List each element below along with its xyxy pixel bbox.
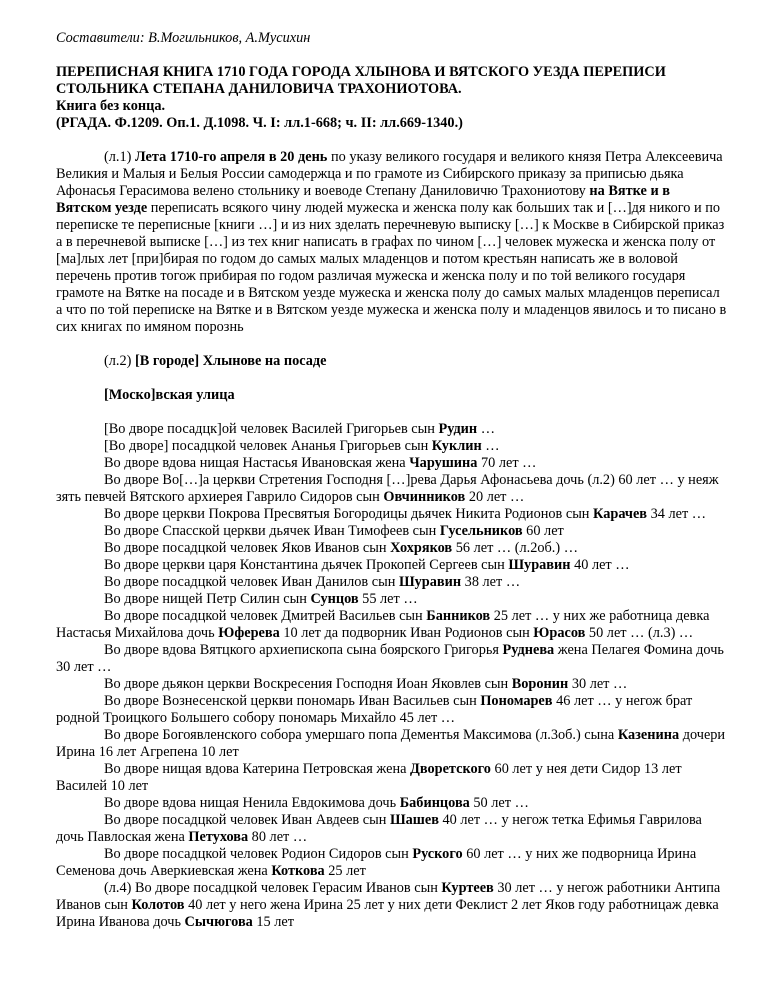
town-name: [В городе] Хлынове на посаде <box>134 353 327 369</box>
surname: Карачев <box>593 506 648 522</box>
household-entry <box>56 812 728 846</box>
surname: Шуравин <box>398 574 462 590</box>
entry-text: Во дворе Богоявленского собора умершаго попа Дементья Максимова (л.3об.) сына <box>104 727 618 743</box>
household-entry <box>56 591 728 608</box>
entry-text: 15 лет <box>252 914 295 930</box>
entry-text: Во дворе вдова нищая Настасья Ивановская жена <box>104 455 410 471</box>
surname: Рудин <box>438 421 478 437</box>
title-line-3: Книга без конца. <box>56 98 166 114</box>
entry-text: 70 лет … <box>477 455 537 471</box>
entry-text: дочери Ирина 16 лет Агрепена 10 лет <box>56 727 726 760</box>
surname: Овчинников <box>383 489 466 505</box>
archive-reference: (РГАДА. Ф.1209. Оп.1. Д.1098. Ч. I: лл.1-668; ч. II: лл.669-1340.) <box>56 115 463 131</box>
household-entry <box>56 472 728 506</box>
surname: Руднева <box>502 642 555 658</box>
entry-text: Во дворе посадцкой человек Иван Данилов сын <box>104 574 399 590</box>
surname: Воронин <box>511 676 569 692</box>
entry-text: Во дворе церкви Покрова Пресвятыя Богородицы дьячек Никита Родионов сын <box>104 506 594 522</box>
entry-text: 40 лет … у негож тетка Ефимья Гаврилова дочь Павлоская жена <box>56 812 702 845</box>
entry-text: 60 лет у нея дети Сидор 13 лет Василей 10 лет <box>56 761 682 794</box>
place-phrase: на Вятке и в Вятском уезде <box>56 183 671 216</box>
household-entry <box>56 455 728 472</box>
entry-text: 34 лет … <box>647 506 707 522</box>
surname: Шашев <box>389 812 439 828</box>
surname: Бабинцова <box>399 795 470 811</box>
household-entry <box>56 540 728 557</box>
surname: Дворетского <box>410 761 491 777</box>
entry-text: 50 лет … <box>469 795 529 811</box>
surname: Руского <box>412 846 463 862</box>
intro-text-a: по указу великого государя и великого князя Петра Алексеевича Великия и Малыя и Белыя России самодержца и по грамоте из Сибирского приказу за приписью дьяка Афонасья Герасимова велено стольнику и воеводе Степану Даниловичю Трахониотову <box>56 149 723 199</box>
town-heading <box>56 353 728 370</box>
town-sheet-ref: (л.2) <box>104 353 135 369</box>
household-entry <box>56 506 728 523</box>
household-entry <box>56 846 728 880</box>
surname: Куклин <box>431 438 482 454</box>
surname: Хохряков <box>390 540 453 556</box>
household-list <box>56 421 728 931</box>
entry-text: Во дворе Спасской церкви дьячек Иван Тимофеев сын <box>104 523 440 539</box>
entry-text: Во дворе Вознесенской церкви пономарь Иван Васильев сын <box>104 693 481 709</box>
entry-text: Во дворе нищей Петр Силин сын <box>104 591 311 607</box>
entry-text: Во дворе посадцкой человек Иван Авдеев сын <box>104 812 390 828</box>
surname: Пономарев <box>480 693 553 709</box>
entry-text: 60 лет … у них же подворница Ирина Семенова дочь Аверкиевская жена <box>56 846 697 879</box>
entry-text: 10 лет да подворник Иван Родионов сын <box>279 625 534 641</box>
household-entry <box>56 608 728 642</box>
surname: Банников <box>426 608 491 624</box>
entry-text: 60 лет <box>522 523 564 539</box>
entry-text: жена Пелагея Фомина дочь 30 лет … <box>56 642 724 675</box>
date-phrase: Лета 1710-го апреля в 20 день <box>134 149 328 165</box>
entry-text: Во дворе посадцкой человек Дмитрей Васильев сын <box>104 608 427 624</box>
entry-text: Во дворе дьякон церкви Воскресения Господня Иоан Яковлев сын <box>104 676 512 692</box>
surname: Чарушина <box>409 455 478 471</box>
surname: Юферева <box>218 625 280 641</box>
entry-text: 55 лет … <box>358 591 418 607</box>
entry-text: 40 лет … <box>570 557 630 573</box>
entry-text: 30 лет … у негож работники Антипа Иванов сын <box>56 880 721 913</box>
surname: Казенина <box>617 727 680 743</box>
entry-text: … <box>477 421 496 437</box>
entry-text: Во дворе вдова Вятцкого архиепископа сына боярского Григорья <box>104 642 503 658</box>
surname: Сычюгова <box>184 914 253 930</box>
street-heading <box>56 387 728 404</box>
surname: Колотов <box>131 897 185 913</box>
entry-text: 38 лет … <box>461 574 521 590</box>
entry-text: Во дворе церкви царя Константина дьячек Прокопей Сергеев сын <box>104 557 509 573</box>
surname: Петухова <box>188 829 249 845</box>
entry-text: … <box>481 438 500 454</box>
entry-text: 25 лет … у них же работница девка Настасья Михайлова дочь <box>56 608 710 641</box>
entry-text: 80 лет … <box>248 829 308 845</box>
entry-text: 40 лет у него жена Ирина 25 лет у них дети Феклист 2 лет Яков году работницаж девка Ирина Иванова дочь <box>56 897 719 930</box>
street-name: [Моско]вская улица <box>104 387 235 403</box>
household-entry <box>56 421 728 438</box>
compilers-line: Составители: В.Могильников, А.Мусихин <box>56 30 311 46</box>
title-line-1: ПЕРЕПИСНАЯ КНИГА 1710 ГОДА ГОРОДА ХЛЫНОВА И ВЯТСКОГО УЕЗДА ПЕРЕПИСИ <box>56 64 666 80</box>
entry-text: 50 лет … (л.3) … <box>585 625 694 641</box>
household-entry <box>56 880 728 931</box>
surname: Куртеев <box>441 880 494 896</box>
entry-text: [Во дворе] посадцкой человек Ананья Григорьев сын <box>104 438 432 454</box>
surname: Шуравин <box>508 557 571 573</box>
entry-text: Во дворе вдова нищая Ненила Евдокимова дочь <box>104 795 400 811</box>
intro-paragraph <box>56 149 728 336</box>
entry-text: 30 лет … <box>568 676 628 692</box>
entry-text: (л.4) Во дворе посадцкой человек Герасим Иванов сын <box>104 880 442 896</box>
entry-text: Во дворе посадцкой человек Яков Иванов сын <box>104 540 391 556</box>
household-entry <box>56 676 728 693</box>
surname: Гусельников <box>439 523 523 539</box>
document-title <box>56 64 728 132</box>
household-entry <box>56 693 728 727</box>
household-entry <box>56 795 728 812</box>
title-line-2: СТОЛЬНИКА СТЕПАНА ДАНИЛОВИЧА ТРАХОНИОТОВА. <box>56 81 462 97</box>
household-entry <box>56 574 728 591</box>
entry-text: 25 лет <box>324 863 366 879</box>
household-entry <box>56 761 728 795</box>
entry-text: Во дворе нищая вдова Катерина Петровская жена <box>104 761 411 777</box>
entry-text: Во дворе Во[…]а церкви Стретения Господня […]рева Дарья Афонасьева дочь (л.2) 60 лет … у неяж зять певчей Вятского архиерея Гаврило Сидоров сын <box>56 472 719 505</box>
household-entry <box>56 557 728 574</box>
surname: Коткова <box>271 863 325 879</box>
entry-text: 56 лет … (л.2об.) … <box>452 540 579 556</box>
household-entry <box>56 727 728 761</box>
entry-text: Во дворе посадцкой человек Родион Сидоров сын <box>104 846 413 862</box>
entry-text: 46 лет … у негож брат родной Троицкого Большего собору пономарь Михайло 45 лет … <box>56 693 693 726</box>
surname: Юрасов <box>533 625 586 641</box>
entry-text: 20 лет … <box>465 489 525 505</box>
surname: Сунцов <box>310 591 359 607</box>
household-entry <box>56 523 728 540</box>
entry-text: [Во дворе посадцк]ой человек Василей Григорьев сын <box>104 421 439 437</box>
intro-text-b: переписать всякого чину людей мужеска и женска полу как больших так и […]дя никого и по переписке те переписные [книги …] и из них зделать перечневую выписку […] к Москве в Сибирской приказ а в перечневой выписке […] из тех книг написать в графах по чином […] человек мужеска и женска полу от [ма]лых лет [при]бирая по годом до самых малых младенцов и потом крестьян написать же в воловой перечень против тогож прибирая по годом различая мужеска и женска полу и по той великого государя грамоте на Вятке на посаде и в Вятском уезде мужеска и женска полу до самых малых младенцов переписал а что по той переписке на Вятке и в Вятском уезде мужеска и женска полу и младенцов явилось и то писано в сих книгах по имяном порознь <box>56 200 727 335</box>
household-entry <box>56 642 728 676</box>
household-entry <box>56 438 728 455</box>
sheet-ref: (л.1) <box>104 149 135 165</box>
